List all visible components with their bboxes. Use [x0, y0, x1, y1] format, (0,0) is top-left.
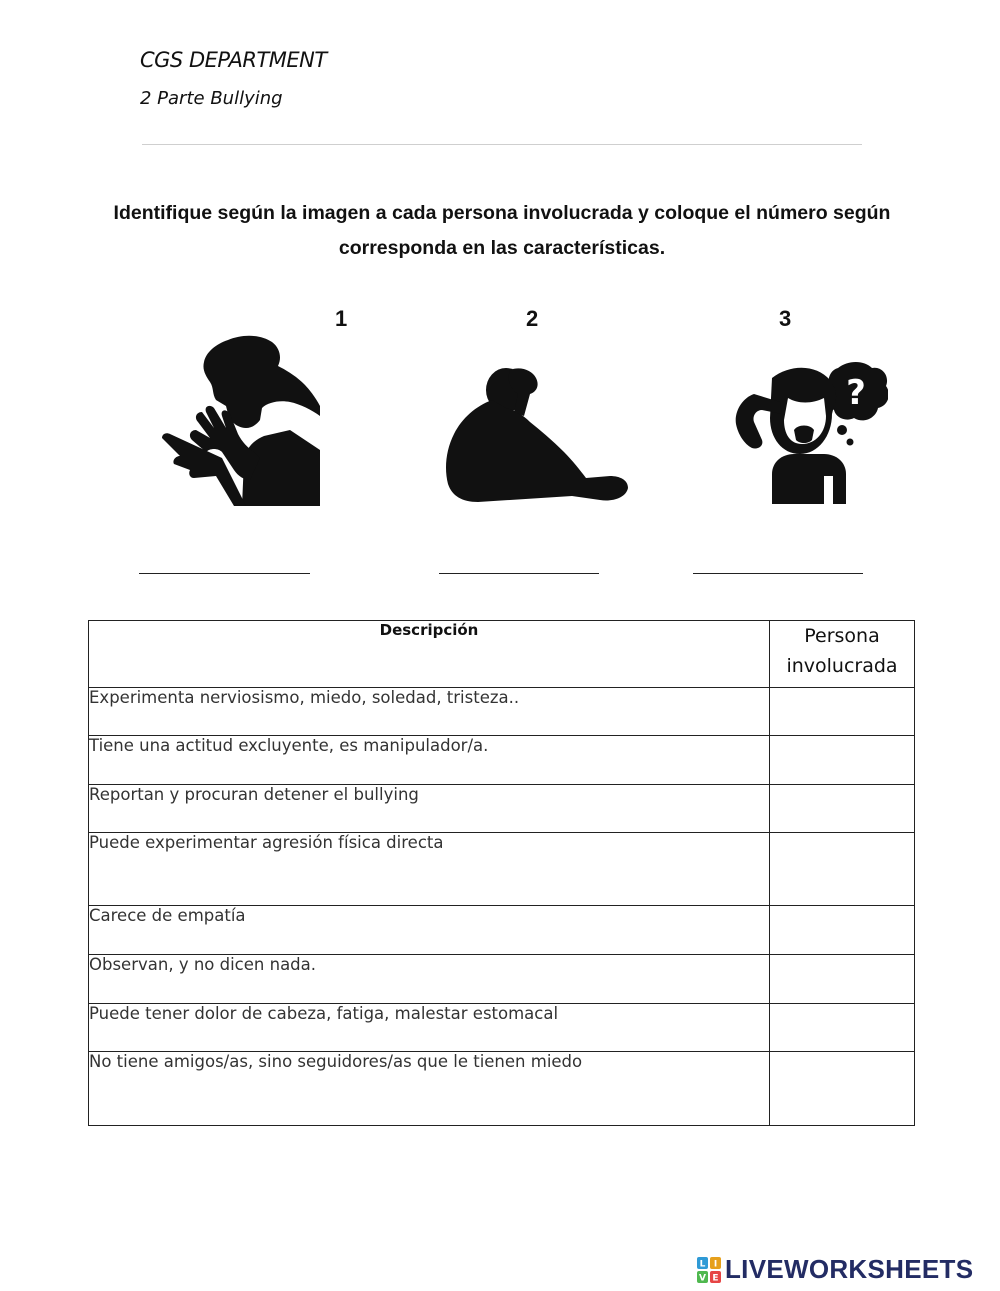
row-answer-cell[interactable] [770, 785, 915, 833]
table-row [89, 785, 915, 833]
svg-text:?: ? [846, 373, 866, 413]
table-row [89, 906, 915, 955]
answer-blank-3[interactable] [693, 573, 863, 574]
instructions: Identifique según la imagen a cada persona involucrada y coloque el número según corresponda en las características. [113, 202, 891, 259]
liveworksheets-logo-icon [697, 1257, 721, 1283]
row-description: Reportan y procuran detener el bullying [89, 785, 770, 833]
row-description: Puede experimentar agresión física directa [89, 833, 770, 906]
table-row [89, 688, 915, 736]
row-answer-cell[interactable] [770, 1004, 915, 1052]
department-title: CGS DEPARTMENT [140, 48, 327, 72]
liveworksheets-brand[interactable] [697, 1254, 973, 1285]
table-row [89, 736, 915, 785]
row-description: Experimenta nerviosismo, miedo, soledad, tristeza.. [89, 688, 770, 736]
answer-blank-2[interactable] [439, 573, 599, 574]
svg-text:I: I [713, 1259, 718, 1269]
row-description: No tiene amigos/as, sino seguidores/as que le tienen miedo [89, 1052, 770, 1126]
row-answer-cell[interactable] [770, 955, 915, 1004]
svg-text:E: E [712, 1273, 719, 1283]
table-row [89, 955, 915, 1004]
row-answer-cell[interactable] [770, 736, 915, 785]
row-answer-cell[interactable] [770, 1052, 915, 1126]
table-header-row [89, 621, 915, 688]
description-header: Descripción [89, 621, 770, 688]
figure-number-2: 2 [526, 306, 539, 331]
row-answer-cell[interactable] [770, 906, 915, 955]
table-row [89, 1052, 915, 1126]
row-answer-cell[interactable] [770, 833, 915, 906]
confused-bystander-icon [732, 358, 888, 508]
person-header: Persona involucrada [770, 621, 915, 688]
worksheet-subtitle: 2 Parte Bullying [140, 88, 283, 109]
row-description: Tiene una actitud excluyente, es manipulador/a. [89, 736, 770, 785]
characteristics-table [88, 620, 915, 1126]
row-description: Puede tener dolor de cabeza, fatiga, malestar estomacal [89, 1004, 770, 1052]
row-description: Observan, y no dicen nada. [89, 955, 770, 1004]
answer-blank-1[interactable] [139, 573, 310, 574]
svg-text:L: L [699, 1259, 706, 1269]
table-row [89, 1004, 915, 1052]
figure-number-3: 3 [779, 306, 792, 331]
aggressor-silhouette-icon [150, 330, 325, 510]
victim-silhouette-icon [440, 364, 630, 508]
header-divider [142, 144, 862, 145]
brand-name: LIVEWORKSHEETS [725, 1254, 974, 1284]
row-description: Carece de empatía [89, 906, 770, 955]
row-answer-cell[interactable] [770, 688, 915, 736]
table-row [89, 833, 915, 906]
svg-text:V: V [699, 1273, 706, 1283]
figure-number-1: 1 [335, 306, 348, 331]
